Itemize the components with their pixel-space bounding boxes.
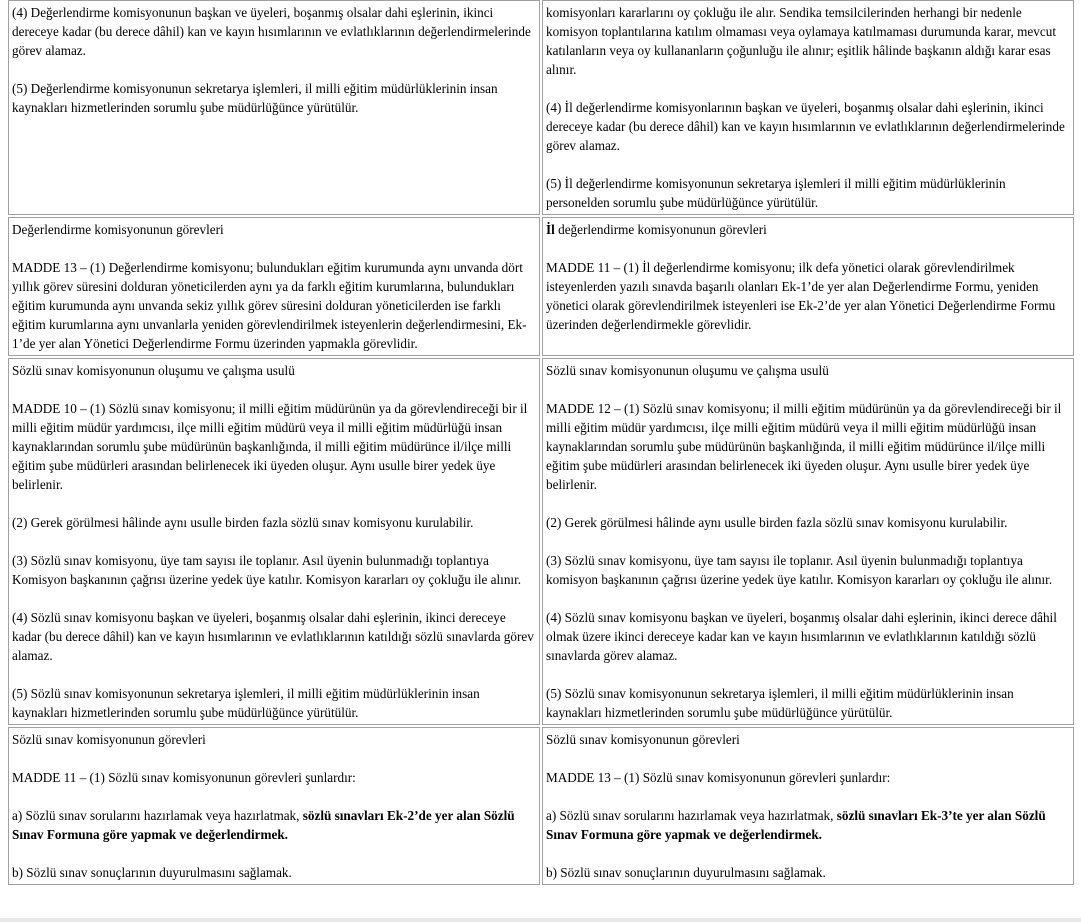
section-heading [546,220,1069,239]
old-text-cell [8,0,540,215]
paragraph: komisyonları kararlarını oy çokluğu ile alır. Sendika temsilcilerinden herhangi bir nedenle komisyon toplantılarına katılım olmaması veya oylamaya katılmaması durumunda karar, mevcut katılanların veya oy kullananların çoğunluğu ile alınır; eşitlik hâlinde başkanın aldığı karar esas alınır. [546,5,1056,77]
table-row [8,217,1074,356]
section-heading: Sözlü sınav komisyonunun oluşumu ve çalışma usulü [546,363,829,378]
paragraph: (2) Gerek görülmesi hâlinde aynı usulle birden fazla sözlü sınav komisyonu kurulabilir. [546,515,1008,530]
item-a-text: a) Sözlü sınav sorularını hazırlamak veya hazırlatmak, [546,808,837,823]
paragraph: (5) Sözlü sınav komisyonunun sekretarya işlemleri, il milli eğitim müdürlüklerinin insan kaynakları hizmetlerinden sorumlu şube müdürlüğünce yürütülür. [12,686,480,720]
section-heading: Değerlendirme komisyonunun görevleri [12,222,224,237]
paragraph: b) Sözlü sınav sonuçlarının duyurulmasını sağlamak. [546,865,826,880]
paragraph: MADDE 10 – (1) Sözlü sınav komisyonu; il milli eğitim müdürünün ya da görevlendireceği bir il milli eğitim müdür yardımcısı, ilçe milli eğitim müdürü veya il milli eğitim müdürlüğü insan kaynaklarından sorumlu şube müdürünün başkanlığında, il milli eğitim müdürünce il/ilçe milli eğitim şube müdürleri arasından belirlenecek iki üyeden oluşur. Aynı usulle birer yedek üye belirlenir. [12,401,528,492]
paragraph: MADDE 12 – (1) Sözlü sınav komisyonu; il milli eğitim müdürünün ya da görevlendireceği bir il milli eğitim müdür yardımcısı, ilçe milli eğitim müdürü veya il milli eğitim müdürlüğü insan kaynaklarından sorumlu şube müdürünün başkanlığında, il milli eğitim müdürünce il/ilçe milli eğitim şube müdürleri arasından belirlenecek iki üyeden oluşur. Aynı usulle birer yedek üye belirlenir. [546,401,1062,492]
paragraph: (4) Sözlü sınav komisyonu başkan ve üyeleri, boşanmış olsalar dahi eşlerinin, ikinci dereceye kadar (bu derece dâhil) kan ve kayın hısımlarının ve evlatlıklarının katıldığı sözlü sınavlarda görev alamaz. [12,610,534,663]
section-heading: Sözlü sınav komisyonunun görevleri [546,732,740,747]
section-heading: Sözlü sınav komisyonunun görevleri [12,732,206,747]
paragraph: MADDE 11 – (1) Sözlü sınav komisyonunun görevleri şunlardır: [12,770,356,785]
paragraph [12,806,535,844]
table-row [8,727,1074,885]
paragraph: MADDE 13 – (1) Sözlü sınav komisyonunun görevleri şunlardır: [546,770,891,785]
paragraph: (5) Değerlendirme komisyonunun sekretarya işlemleri, il milli eğitim müdürlüklerinin insan kaynakları hizmetlerinden sorumlu şube müdürlüğünce yürütülür. [12,81,498,115]
paragraph: (5) İl değerlendirme komisyonunun sekretarya işlemleri il milli eğitim müdürlüklerinin personelden sorumlu şube müdürlüğünce yürütülür. [546,176,1006,210]
old-text-cell [8,358,540,725]
paragraph: (4) İl değerlendirme komisyonlarının başkan ve üyeleri, boşanmış olsalar dahi eşlerinin, ikinci dereceye kadar (bu derece dâhil) kan ve kayın hısımlarının ve evlatlıklarının değerlendirmelerinde görev alamaz. [546,100,1065,153]
item-a-text: a) Sözlü sınav sorularını hazırlamak veya hazırlatmak, [12,808,303,823]
paragraph: (2) Gerek görülmesi hâlinde aynı usulle birden fazla sözlü sınav komisyonu kurulabilir. [12,515,474,530]
paragraph [546,806,1069,844]
old-text-cell [8,217,540,356]
table-row [8,358,1074,725]
bold-prefix: İl [546,222,555,237]
comparison-table [6,0,1076,887]
paragraph: (4) Değerlendirme komisyonunun başkan ve üyeleri, boşanmış olsalar dahi eşlerinin, ikinci dereceye kadar (bu derece dâhil) kan ve kayın hısımlarının ve evlatlıklarının değerlendirmelerinde görev alamaz. [12,5,531,58]
paragraph: MADDE 11 – (1) İl değerlendirme komisyonu; ilk defa yönetici olarak görevlendirilmek isteyenlerden yazılı sınavda başarılı olanları Ek-1’de yer alan Değerlendirme Formu, yeniden yönetici olarak görevlendirilmek isteyenleri ise Ek-2’de yer alan Yönetici Değerlendirme Formu üzerinden değerlendirmekle görevlidir. [546,260,1056,332]
item-a-bold-text: sözlü sınavları Ek-3’te yer alan Sözlü Sınav Formuna göre yapmak ve değerlendirmek. [546,808,1046,842]
new-text-cell [542,217,1074,356]
new-text-cell [542,0,1074,215]
paragraph: MADDE 13 – (1) Değerlendirme komisyonu; bulundukları eğitim kurumunda aynı unvanda dört yıllık görev süresini dolduran yöneticilerden aynı ya da farklı eğitim kurumlarına, bulundukları eğitim kurumunda aynı unvanda sekiz yıllık görev süresini dolduran yöneticilerden ise farklı eğitim kurumlarına aynı unvanlarla yeniden görevlendirilmek isteyenlerin değerlendirmesini, Ek-1’de yer alan Yönetici Değerlendirme Formu üzerinden yapmakla görevlidir. [12,260,527,351]
paragraph: (5) Sözlü sınav komisyonunun sekretarya işlemleri, il milli eğitim müdürlüklerinin insan kaynakları hizmetlerinden sorumlu şube müdürlüğünce yürütülür. [546,686,1014,720]
heading-rest: değerlendirme komisyonunun görevleri [554,222,767,237]
paragraph: (3) Sözlü sınav komisyonu, üye tam sayısı ile toplanır. Asıl üyenin bulunmadığı toplantıya Komisyon başkanının çağrısı üzerine yedek üye katılır. Komisyon kararları oy çokluğu ile alınır. [12,553,522,587]
item-a-bold-text: sözlü sınavları Ek-2’de yer alan Sözlü Sınav Formuna göre yapmak ve değerlendirmek. [12,808,515,842]
new-text-cell [542,727,1074,885]
paragraph: (3) Sözlü sınav komisyonu, üye tam sayısı ile toplanır. Asıl üyenin bulunmadığı toplantıya komisyon başkanının çağrısı üzerine yedek üye katılır. Komisyon kararları oy çokluğu ile alınır. [546,553,1053,587]
old-text-cell [8,727,540,885]
paragraph: b) Sözlü sınav sonuçlarının duyurulmasını sağlamak. [12,865,292,880]
paragraph: (4) Sözlü sınav komisyonu başkan ve üyeleri, boşanmış olsalar dahi eşlerinin, ikinci derece dâhil olmak üzere ikinci dereceye kadar kan ve kayın hısımlarının ve evlatlıklarının katıldığı sözlü sınavlarda görev alamaz. [546,610,1057,663]
horizontal-scrollbar[interactable] [0,918,1081,922]
new-text-cell [542,358,1074,725]
section-heading: Sözlü sınav komisyonunun oluşumu ve çalışma usulü [12,363,295,378]
table-row [8,0,1074,215]
